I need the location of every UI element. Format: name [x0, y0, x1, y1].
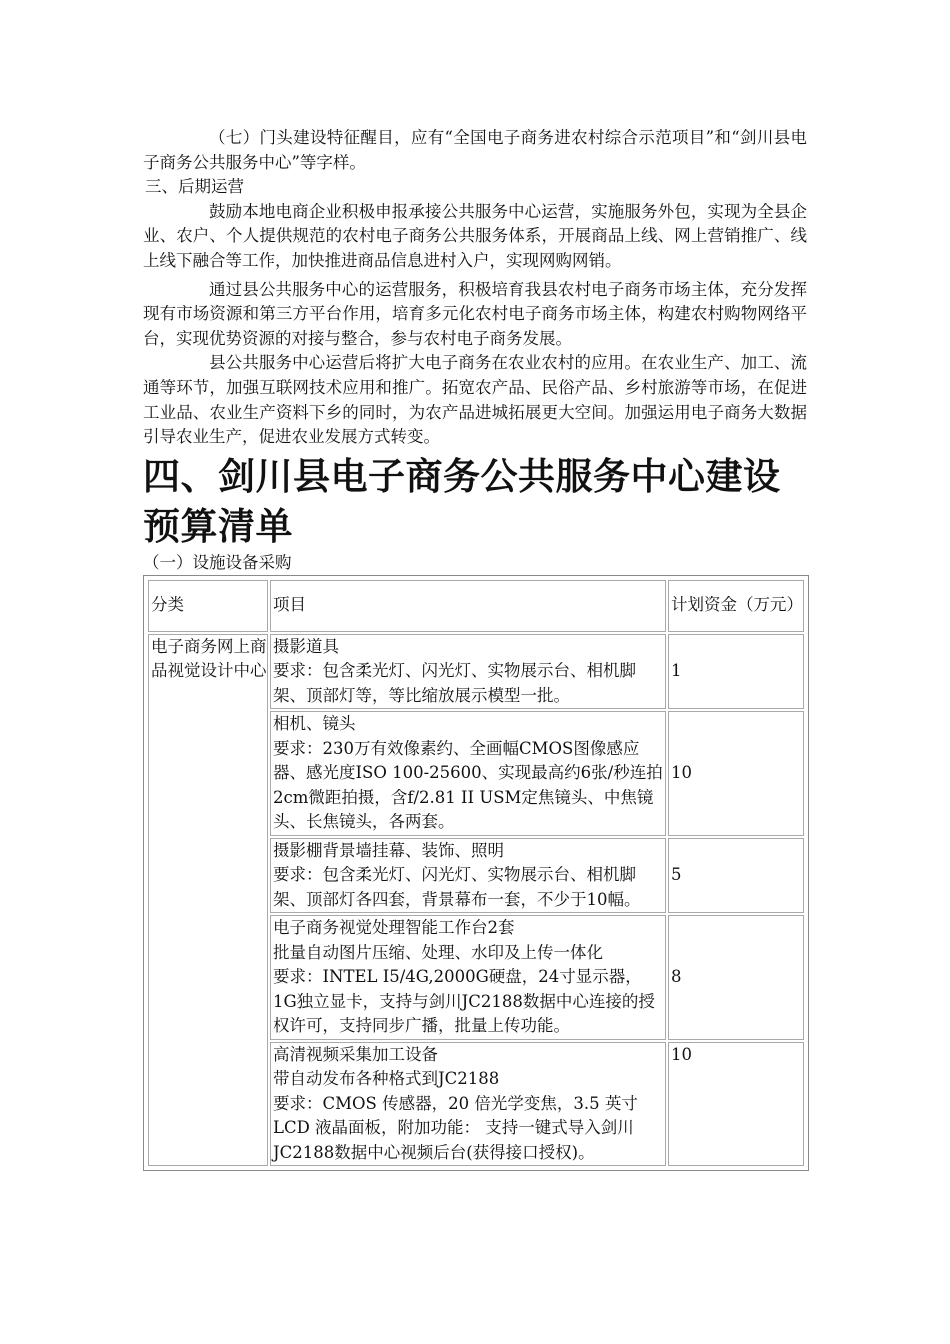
paragraph-storefront: （七）门头建设特征醒目，应有“全国电子商务进农村综合示范项目”和“剑川县电子商务公共服务中心”等字样。 — [143, 128, 807, 172]
item-cell — [270, 1042, 666, 1167]
amount-cell: 10 — [668, 711, 804, 836]
item-title: 摄影棚背景墙挂幕、装饰、照明 — [273, 840, 504, 860]
table-header-row — [148, 580, 804, 632]
item-cell — [270, 838, 666, 914]
budget-table — [146, 578, 806, 1169]
header-amount: 计划资金（万元） — [668, 580, 804, 632]
item-title: 摄影道具 — [273, 636, 339, 656]
item-cell — [270, 634, 666, 710]
item-cell — [270, 711, 666, 836]
amount-cell: 1 — [668, 634, 804, 710]
amount-cell: 10 — [668, 1042, 804, 1167]
paragraph-outsourcing: 鼓励本地电商企业积极申报承接公共服务中心运营，实施服务外包，实现为全县企业、农户、个人提供规范的农村电子商务公共服务体系，开展商品上线、网上营销推广、线上线下融合等工作，加快推进商品信息进村入户，实现网购网销。 — [143, 201, 807, 270]
budget-table-frame — [143, 575, 809, 1172]
category-cell: 电子商务网上商品视觉设计中心 — [148, 634, 268, 1167]
item-cell — [270, 915, 666, 1040]
item-requirement: 要求：包含柔光灯、闪光灯、实物展示台、相机脚架、顶部灯等，等比缩放展示模型一批。 — [273, 661, 636, 705]
subheading-equipment: （一）设施设备采购 — [143, 552, 292, 572]
header-category: 分类 — [148, 580, 268, 632]
item-requirement: 要求：包含柔光灯、闪光灯、实物展示台、相机脚架、顶部灯各四套，背景幕布一套，不少于10幅。 — [273, 865, 641, 909]
item-description: 批量自动图片压缩、处理、水印及上传一体化 — [273, 942, 603, 962]
item-description: 带自动发布各种格式到JC2188 — [273, 1069, 500, 1089]
section-heading-budget: 四、剑川县电子商务公共服务中心建设预算清单 — [143, 454, 781, 548]
item-requirement: 要求：230万有效像素约、全画幅CMOS图像感应器、感光度ISO 100-25600、实现最高约6张/秒连拍2cm微距拍摄，含f/2.81 II USM定焦镜头、中焦镜头、长焦镜头，各两套。 — [273, 738, 663, 832]
item-title: 电子商务视觉处理智能工作台2套 — [273, 918, 515, 938]
item-requirement: 要求：INTEL I5/4G,2000G硬盘，24寸显示器，1G独立显卡，支持与剑川JC2188数据中心连接的授权许可，支持同步广播，批量上传功能。 — [273, 967, 655, 1036]
amount-cell: 5 — [668, 838, 804, 914]
section-title-operations: 三、后期运营 — [145, 177, 244, 197]
item-title: 高清视频采集加工设备 — [273, 1044, 438, 1064]
header-item: 项目 — [270, 580, 666, 632]
paragraph-agriculture: 县公共服务中心运营后将扩大电子商务在农业农村的应用。在农业生产、加工、流通等环节，加强互联网技术应用和推广。拓宽农产品、民俗产品、乡村旅游等市场，在促进工业品、农业生产资料下乡的同时，为农产品进城拓展更大空间。加强运用电子商务大数据引导农业生产，促进农业发展方式转变。 — [143, 353, 807, 447]
item-requirement: 要求：CMOS 传感器，20 倍光学变焦，3.5 英寸LCD 液晶面板，附加功能： 支持一键式导入剑川JC2188数据中心视频后台(获得接口授权)。 — [273, 1093, 638, 1162]
table-row — [148, 634, 804, 710]
paragraph-market-entities: 通过县公共服务中心的运营服务，积极培育我县农村电子商务市场主体，充分发挥现有市场资源和第三方平台作用，培育多元化农村电子商务市场主体，构建农村购物网络平台，实现优势资源的对接与整合，参与农村电子商务发展。 — [143, 279, 807, 348]
document-page — [143, 126, 807, 1171]
item-title: 相机、镜头 — [273, 714, 356, 734]
amount-cell: 8 — [668, 915, 804, 1040]
